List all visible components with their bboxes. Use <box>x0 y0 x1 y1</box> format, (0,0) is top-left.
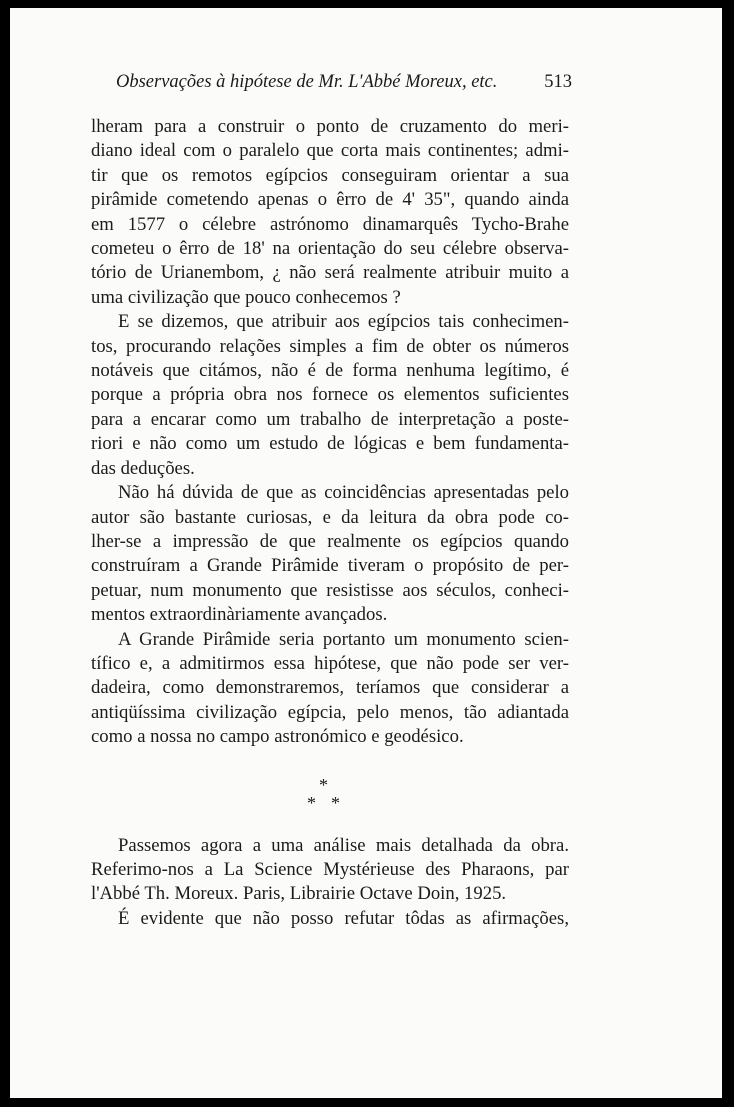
text-line: das deduções. <box>91 457 195 479</box>
text-line: uma civilização que pouco conhecemos ? <box>91 286 401 308</box>
running-title: Observações à hipótese de Mr. L'Abbé Moreux, etc. <box>116 72 498 92</box>
text-line: para a encarar como um trabalho de interpretação a poste- <box>91 408 569 430</box>
text-line: riori e não como um estudo de lógicas e bem fundamenta- <box>91 433 569 455</box>
text-line: E se dizemos, que atribuir aos egípcios tais conhecimen- <box>118 311 569 333</box>
text-line: Referimo-nos a La Science Mystérieuse des Pharaons, par <box>91 858 569 880</box>
body-text <box>91 115 569 931</box>
text-line: como a nossa no campo astronómico e geodésico. <box>91 726 464 748</box>
text-line: diano ideal com o paralelo que corta mais continentes; admi- <box>91 140 569 162</box>
section-separator <box>91 756 569 834</box>
text-line: Não há dúvida de que as coincidências apresentadas pelo <box>118 482 569 504</box>
asterisk-mark: * <box>307 792 316 813</box>
text-line: l'Abbé Th. Moreux. Paris, Librairie Octave Doin, 1925. <box>91 883 507 905</box>
text-line: É evidente que não posso refutar tôdas as afirmações, <box>118 907 569 929</box>
page-number: 513 <box>544 72 572 92</box>
paragraph-5 <box>91 834 569 932</box>
text-line: pirâmide cometendo apenas o êrro de 4' 35", quando ainda <box>91 189 569 211</box>
text-line: Passemos agora a uma análise mais detalhada da obra. <box>118 834 569 856</box>
asterisk-mark: * <box>319 774 328 795</box>
text-line: lher-se a impressão de que realmente os egípcios quando <box>91 530 569 552</box>
text-line: tos, procurando relações simples a fim de obter os números <box>91 335 569 357</box>
text-line: cometeu o êrro de 18' na orientação do seu célebre observa- <box>91 238 569 260</box>
text-line: porque a própria obra nos fornece os elementos suficientes <box>91 384 569 406</box>
text-line: lheram para a construir o ponto de cruzamento do meri- <box>91 116 569 137</box>
text-line: notáveis que citámos, não é de forma nenhuma legítimo, é <box>91 360 569 382</box>
asterisk-mark: * <box>331 792 340 813</box>
text-line: tório de Urianembom, ¿ não será realmente atribuir muito a <box>91 262 569 284</box>
text-line: tir que os remotos egípcios conseguiram orientar a sua <box>91 164 569 186</box>
paragraph-1 <box>91 115 569 310</box>
text-line: tífico e, a admitirmos essa hipótese, que não pode ser ver- <box>91 652 569 674</box>
text-line: dadeira, como demonstraremos, teríamos que considerar a <box>91 677 569 699</box>
paragraph-4 <box>91 628 569 750</box>
paragraph-3 <box>91 481 569 627</box>
text-line: A Grande Pirâmide seria portanto um monumento scien- <box>118 628 569 650</box>
paragraph-2 <box>91 310 569 481</box>
text-line: petuar, num monumento que resistisse aos séculos, conheci- <box>91 579 569 601</box>
text-line: antiqüíssima civilização egípcia, pelo menos, tão adiantada <box>91 701 569 723</box>
text-line: autor são bastante curiosas, e da leitura da obra pode co- <box>91 506 569 528</box>
text-line: construíram a Grande Pirâmide tiveram o propósito de per- <box>91 555 569 577</box>
text-line: mentos extraordinàriamente avançados. <box>91 604 388 626</box>
text-line: em 1577 o célebre astrónomo dinamarquês Tycho-Brahe <box>91 213 569 235</box>
running-header <box>116 70 572 94</box>
